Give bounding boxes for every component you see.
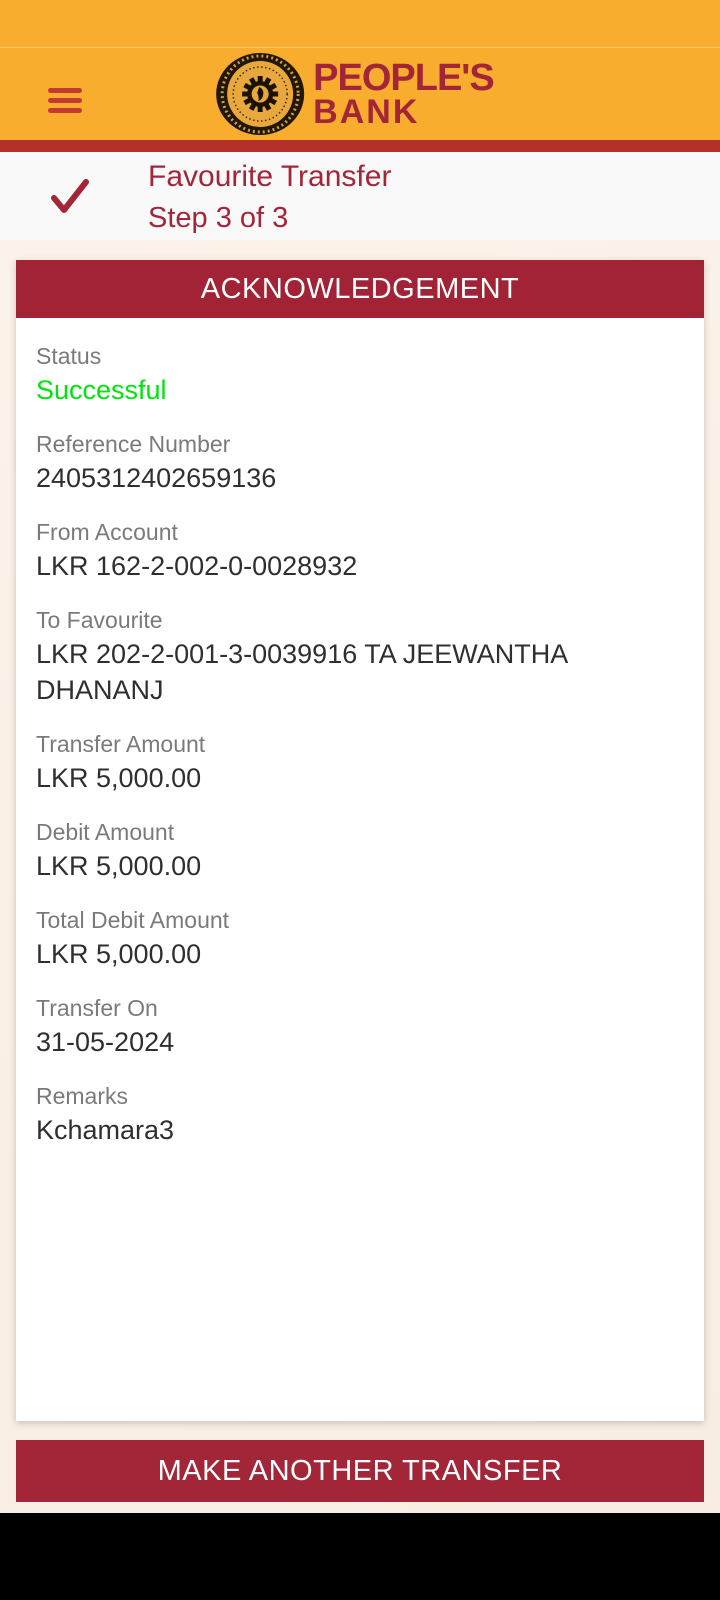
checkmark-icon [50,174,90,218]
field-reference-number [36,428,684,496]
content-area [0,240,720,1513]
field-label: Debit Amount [36,819,175,845]
app-bar [0,48,720,140]
bank-logo [215,52,494,136]
page-titles [148,156,391,238]
status-value: Successful [36,375,167,405]
field-label: Status [36,343,102,369]
page-title: Favourite Transfer [148,160,392,193]
field-to-favourite [36,604,684,708]
acknowledgement-card [16,260,704,1421]
field-label: Total Debit Amount [36,907,230,933]
field-label: Reference Number [36,431,231,457]
field-value: 2405312402659136 [36,463,277,493]
hamburger-bar [48,108,82,113]
field-value: LKR 5,000.00 [36,763,202,793]
page-step-indicator: Step 3 of 3 [148,202,289,234]
field-label: Transfer On [36,995,158,1021]
card-header: ACKNOWLEDGEMENT [16,260,704,318]
field-label: Transfer Amount [36,731,206,757]
page-subheader [0,152,720,240]
card-body [16,318,704,1148]
hamburger-bar [48,98,82,103]
hamburger-bar [48,88,82,93]
field-transfer-amount [36,728,684,796]
field-value: LKR 5,000.00 [36,939,202,969]
bank-logo-text [313,57,494,131]
field-label: To Favourite [36,607,163,633]
field-debit-amount [36,816,684,884]
peoples-bank-emblem [215,52,305,136]
field-total-debit-amount [36,904,684,972]
field-value: LKR 162-2-002-0-0028932 [36,551,358,581]
field-transfer-on [36,992,684,1060]
field-status [36,340,684,408]
field-value: 31-05-2024 [36,1027,175,1057]
bank-name-line1: PEOPLE'S [313,57,494,99]
field-value: LKR 202-2-001-3-0039916 TA JEEWANTHA DHANANJ [36,639,567,705]
status-bar [0,0,720,48]
field-value: LKR 5,000.00 [36,851,202,881]
hamburger-menu-icon[interactable] [48,88,82,113]
accent-strip [0,140,720,152]
field-from-account [36,516,684,584]
field-remarks [36,1080,684,1148]
field-label: Remarks [36,1083,129,1109]
system-navigation-bar [0,1513,720,1600]
field-value: Kchamara3 [36,1115,175,1145]
bank-name-line2: BANK [313,93,420,131]
make-another-transfer-button[interactable]: MAKE ANOTHER TRANSFER [16,1440,704,1502]
field-label: From Account [36,519,178,545]
